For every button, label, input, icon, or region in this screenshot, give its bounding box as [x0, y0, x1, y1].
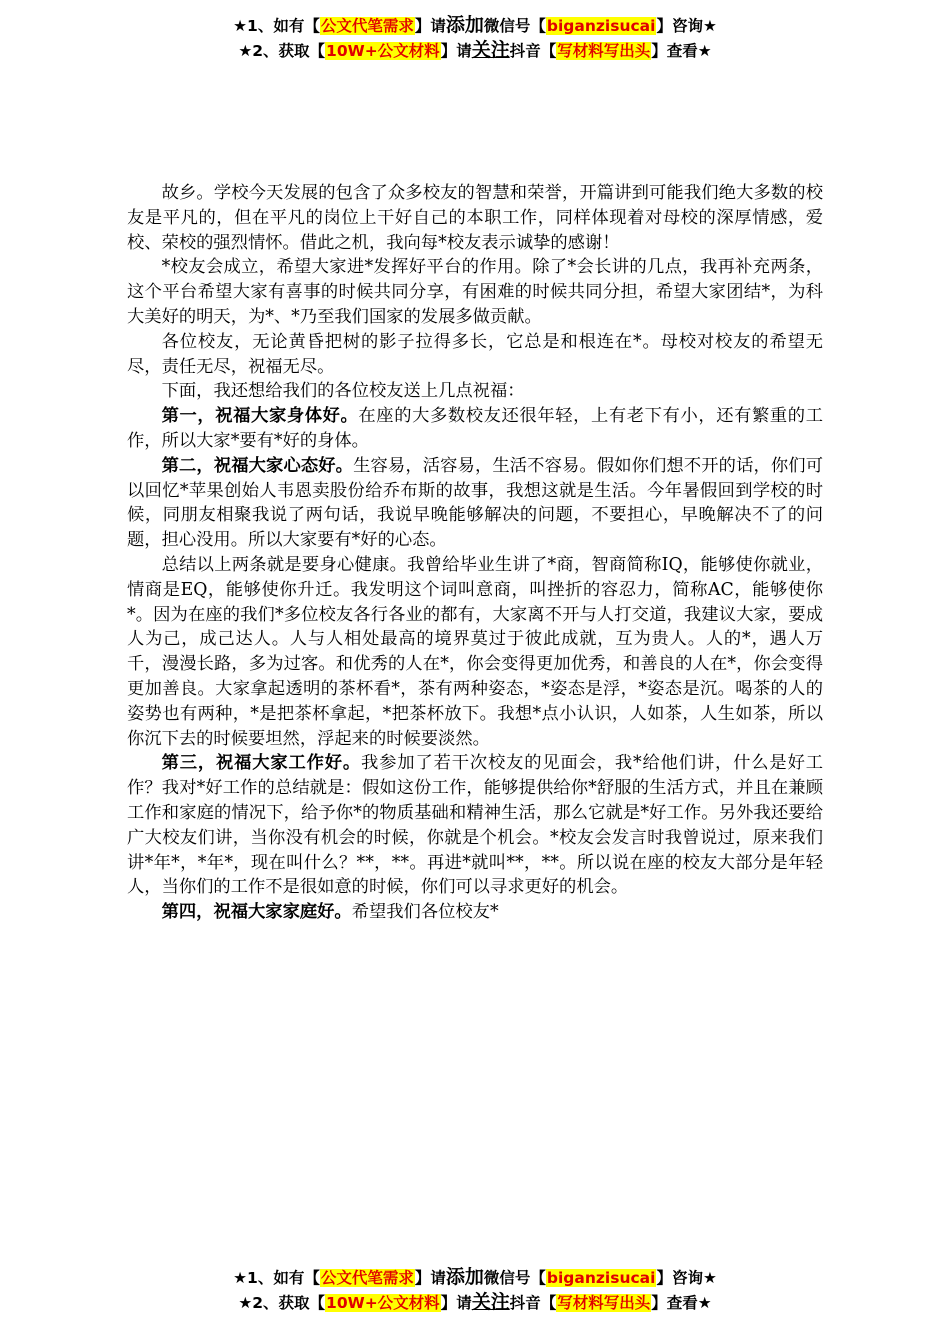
banner-text: 抖音【	[509, 1294, 557, 1312]
paragraph-text: 下面，我还想给我们的各位校友送上几点祝福：	[161, 381, 525, 402]
banner-text: 】请	[440, 1294, 472, 1312]
banner-line-2	[0, 1290, 950, 1315]
banner-text: ★1、如有【	[233, 1269, 320, 1287]
banner-text: 】请	[414, 1269, 446, 1287]
banner-line-1	[0, 1265, 950, 1290]
highlight-wechat-id: biganzisucai	[546, 17, 656, 35]
banner-text: 】查看★	[651, 42, 712, 60]
banner-text: 】请	[440, 42, 472, 60]
banner-text: ★2、获取【	[238, 42, 326, 60]
document-body	[127, 181, 823, 925]
emphasis-add: 添加	[445, 14, 484, 36]
banner-line-1	[0, 13, 950, 38]
banner-line-2	[0, 38, 950, 63]
paragraph-text: 总结以上两条就是要身心健康。我曾给毕业生讲了*商，智商简称IQ，能够使你就业，情商是EQ，能够使你升迁。我发明这个词叫意商，叫挫折的容忍力，简称AC，能够使你*。因为在座的我们*多位校友各行各业的都有，大家离不开与人打交道，我建议大家，要成人为己，成己达人。人与人相处最高的境界莫过于彼此成就，互为贵人。人的*，遇人万千，漫漫长路，多为过客。和优秀的人在*，你会变得更加优秀，和善良的人在*，你会变得更加善良。大家拿起透明的茶杯看*，茶有两种姿态，*姿态是浮，*姿态是沉。喝茶的人的姿势也有两种，*是把茶杯拿起，*把茶杯放下。我想*点小认识，人如茶，人生如茶，所以你沉下去的时候要坦然，浮起来的时候要淡然。	[127, 554, 823, 749]
paragraph-text: *校友会成立，希望大家进*发挥好平台的作用。除了*会长讲的几点，我再补充两条，这个平台希望大家有喜事的时候共同分享，有困难的时候共同分担，希望大家团结*，为科大美好的明天，为*、*乃至我们国家的发展多做贡献。	[127, 257, 823, 327]
highlight-wechat-id: biganzisucai	[546, 1269, 656, 1287]
emphasis-follow: 关注	[471, 1291, 510, 1313]
highlight-douyin-id: 写材料写出头	[557, 42, 651, 60]
paragraph	[127, 404, 823, 454]
banner-text: 抖音【	[509, 42, 557, 60]
highlight-materials: 10W+公文材料	[326, 1294, 440, 1312]
highlight-materials: 10W+公文材料	[326, 42, 440, 60]
paragraph-lead: 第三，祝福大家工作好。	[161, 753, 362, 774]
paragraph-lead: 第二，祝福大家心态好。	[161, 455, 354, 476]
paragraph	[127, 751, 823, 900]
paragraph-text: 生容易，活容易，生活不容易。假如你们想不开的话，你们可以回忆*苹果创始人韦恩卖股份给乔布斯的故事，我想这就是生活。今年暑假回到学校的时候，同朋友相聚我说了两句话，我说早晚能够解决的问题，不要担心，早晚解决不了的问题，担心没用。所以大家要有*好的心态。	[127, 455, 823, 551]
emphasis-add: 添加	[445, 1266, 484, 1288]
paragraph-text: 希望我们各位校友*	[351, 902, 499, 923]
paragraph	[127, 454, 823, 553]
banner-text: 】咨询★	[656, 17, 717, 35]
banner-text: 】咨询★	[656, 1269, 717, 1287]
highlight-douyin-id: 写材料写出头	[557, 1294, 651, 1312]
banner-text: 】请	[414, 17, 446, 35]
emphasis-follow: 关注	[471, 39, 510, 61]
banner-text: 微信号【	[483, 1269, 546, 1287]
header-banner	[0, 13, 950, 63]
banner-text: ★2、获取【	[238, 1294, 326, 1312]
paragraph-lead: 第四，祝福大家家庭好。	[161, 902, 352, 923]
paragraph-text: 各位校友，无论黄昏把树的影子拉得多长，它总是和根连在*。母校对校友的希望无尽，责任无尽，祝福无尽。	[127, 331, 823, 377]
paragraph-text: 我参加了若干次校友的见面会，我*给他们讲，什么是好工作？我对*好工作的总结就是：假如这份工作，能够提供给你*舒服的生活方式，并且在兼顾工作和家庭的情况下，给予你*的物质基础和精神生活，那么它就是*好工作。另外我还要给广大校友们讲，当你没有机会的时候，你就是个机会。*校友会发言时我曾说过，原来我们讲*年*，*年*，现在叫什么？**，**。再进*就叫**，**。所以说在座的校友大部分是年轻人，当你们的工作不是很如意的时候，你们可以寻求更好的机会。	[127, 753, 823, 898]
paragraph	[127, 379, 823, 404]
paragraph	[127, 330, 823, 380]
highlight-service: 公文代笔需求	[320, 17, 414, 35]
paragraph	[127, 255, 823, 329]
paragraph	[127, 900, 823, 925]
paragraph-lead: 第一，祝福大家身体好。	[161, 406, 359, 427]
banner-text: 微信号【	[483, 17, 546, 35]
paragraph	[127, 553, 823, 751]
highlight-service: 公文代笔需求	[320, 1269, 414, 1287]
paragraph	[127, 181, 823, 255]
banner-text: ★1、如有【	[233, 17, 320, 35]
banner-text: 】查看★	[651, 1294, 712, 1312]
paragraph-text: 在座的大多数校友还很年轻，上有老下有小，还有繁重的工作，所以大家*要有*好的身体。	[127, 406, 823, 451]
paragraph-text: 故乡。学校今天发展的包含了众多校友的智慧和荣誉，开篇讲到可能我们绝大多数的校友是平凡的，但在平凡的岗位上干好自己的本职工作，同样体现着对母校的深厚情感，爱校、荣校的强烈情怀。借此之机，我向每*校友表示诚挚的感谢！	[127, 183, 823, 253]
footer-banner	[0, 1265, 950, 1315]
